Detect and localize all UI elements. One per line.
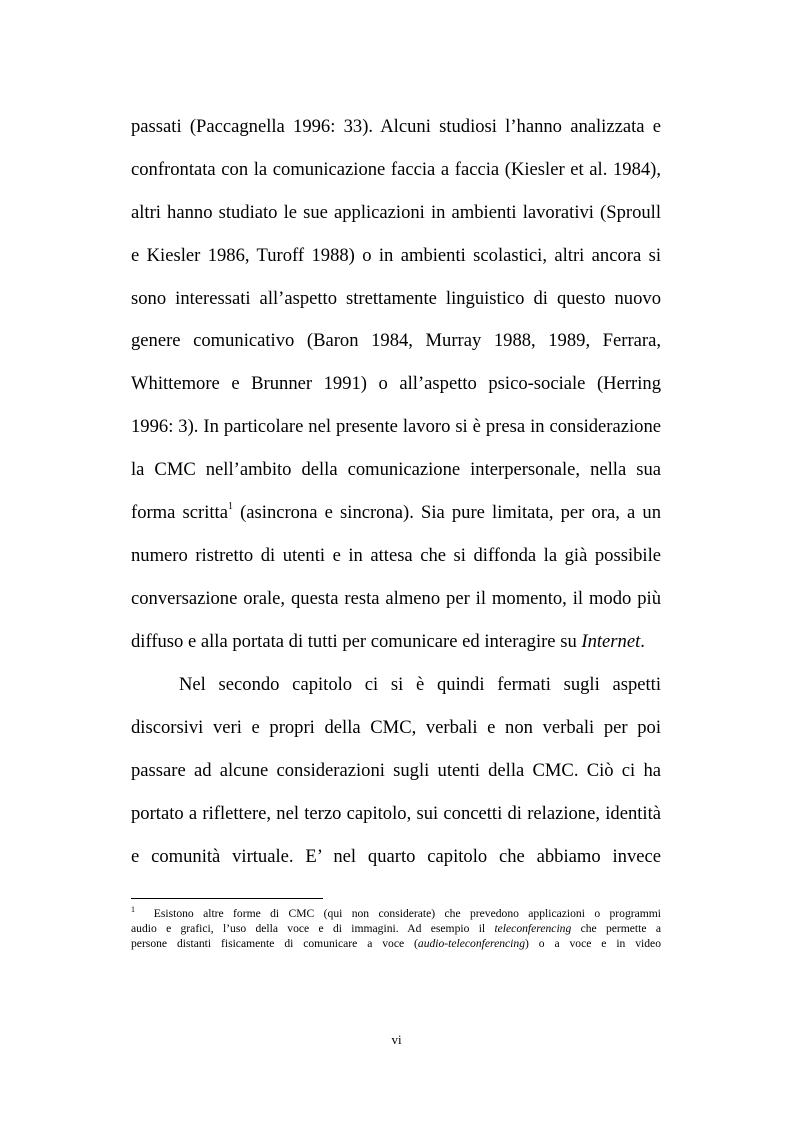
para2-line-2: discorsivi veri e propri della CMC, verbali e non verbali per poi bbox=[131, 717, 661, 738]
footnote-separator bbox=[131, 898, 323, 899]
footnote-line-2 bbox=[131, 922, 661, 936]
para2-line-1: Nel secondo capitolo ci si è quindi fermati sugli aspetti bbox=[179, 674, 661, 695]
body-line-13-text-a: diffuso e alla portata di tutti per comunicare ed interagire su bbox=[131, 631, 582, 652]
footnote-line-1-text: Esistono altre forme di CMC (qui non considerate) che prevedono applicazioni o programmi bbox=[153, 907, 662, 920]
footnote-line-3-text-a: persone distanti fisicamente di comunicare a voce ( bbox=[131, 937, 418, 950]
body-line-7: Whittemore e Brunner 1991) o all’aspetto psico-sociale (Herring bbox=[131, 373, 661, 394]
footnote-line-2-text-a: audio e grafici, l’uso della voce e di immagini. Ad esempio il bbox=[131, 922, 495, 935]
audio-teleconferencing-term: audio-teleconferencing bbox=[417, 937, 525, 950]
body-line-1: passati (Paccagnella 1996: 33). Alcuni studiosi l’hanno analizzata e bbox=[131, 116, 661, 137]
body-line-4: e Kiesler 1986, Turoff 1988) o in ambienti scolastici, altri ancora si bbox=[131, 245, 661, 266]
body-line-3: altri hanno studiato le sue applicazioni in ambienti lavorativi (Sproull bbox=[131, 202, 661, 223]
body-line-9: la CMC nell’ambito della comunicazione interpersonale, nella sua bbox=[131, 459, 661, 480]
body-line-2: confrontata con la comunicazione faccia a faccia (Kiesler et al. 1984), bbox=[131, 159, 661, 180]
body-line-13-text-b: . bbox=[640, 631, 645, 652]
footnote-reference[interactable]: 1 bbox=[227, 500, 233, 512]
body-line-10 bbox=[131, 502, 661, 524]
teleconferencing-term: teleconferencing bbox=[494, 922, 572, 935]
page-number: vi bbox=[391, 1032, 402, 1047]
body-line-8: 1996: 3). In particolare nel presente lavoro si è presa in considerazione bbox=[131, 416, 661, 437]
body-line-11: numero ristretto di utenti e in attesa che si diffonda la già possibile bbox=[131, 545, 661, 566]
footnote-marker: 1 bbox=[131, 905, 135, 915]
footnote-line-3-text-b: ) o a voce e in video bbox=[525, 937, 661, 950]
footnote-line-3 bbox=[131, 937, 661, 951]
footnote-line-2-text-b: che permette a bbox=[571, 922, 661, 935]
body-line-10-text-b: (asincrona e sincrona). Sia pure limitata, per ora, a un bbox=[232, 502, 661, 523]
body-line-13 bbox=[131, 631, 661, 653]
body-line-12: conversazione orale, questa resta almeno per il momento, il modo più bbox=[131, 588, 661, 609]
para2-line-3: passare ad alcune considerazioni sugli utenti della CMC. Ciò ci ha bbox=[131, 760, 661, 781]
para2-line-5: e comunità virtuale. E’ nel quarto capitolo che abbiamo invece bbox=[131, 846, 661, 867]
body-line-10-text-a: forma scritta bbox=[131, 502, 228, 523]
body-line-5: sono interessati all’aspetto strettamente linguistico di questo nuovo bbox=[131, 288, 661, 309]
body-line-6: genere comunicativo (Baron 1984, Murray 1988, 1989, Ferrara, bbox=[131, 330, 661, 351]
footnote-line-1 bbox=[131, 907, 661, 921]
internet-term: Internet bbox=[581, 631, 641, 652]
para2-line-4: portato a riflettere, nel terzo capitolo, sui concetti di relazione, identità bbox=[131, 803, 661, 824]
